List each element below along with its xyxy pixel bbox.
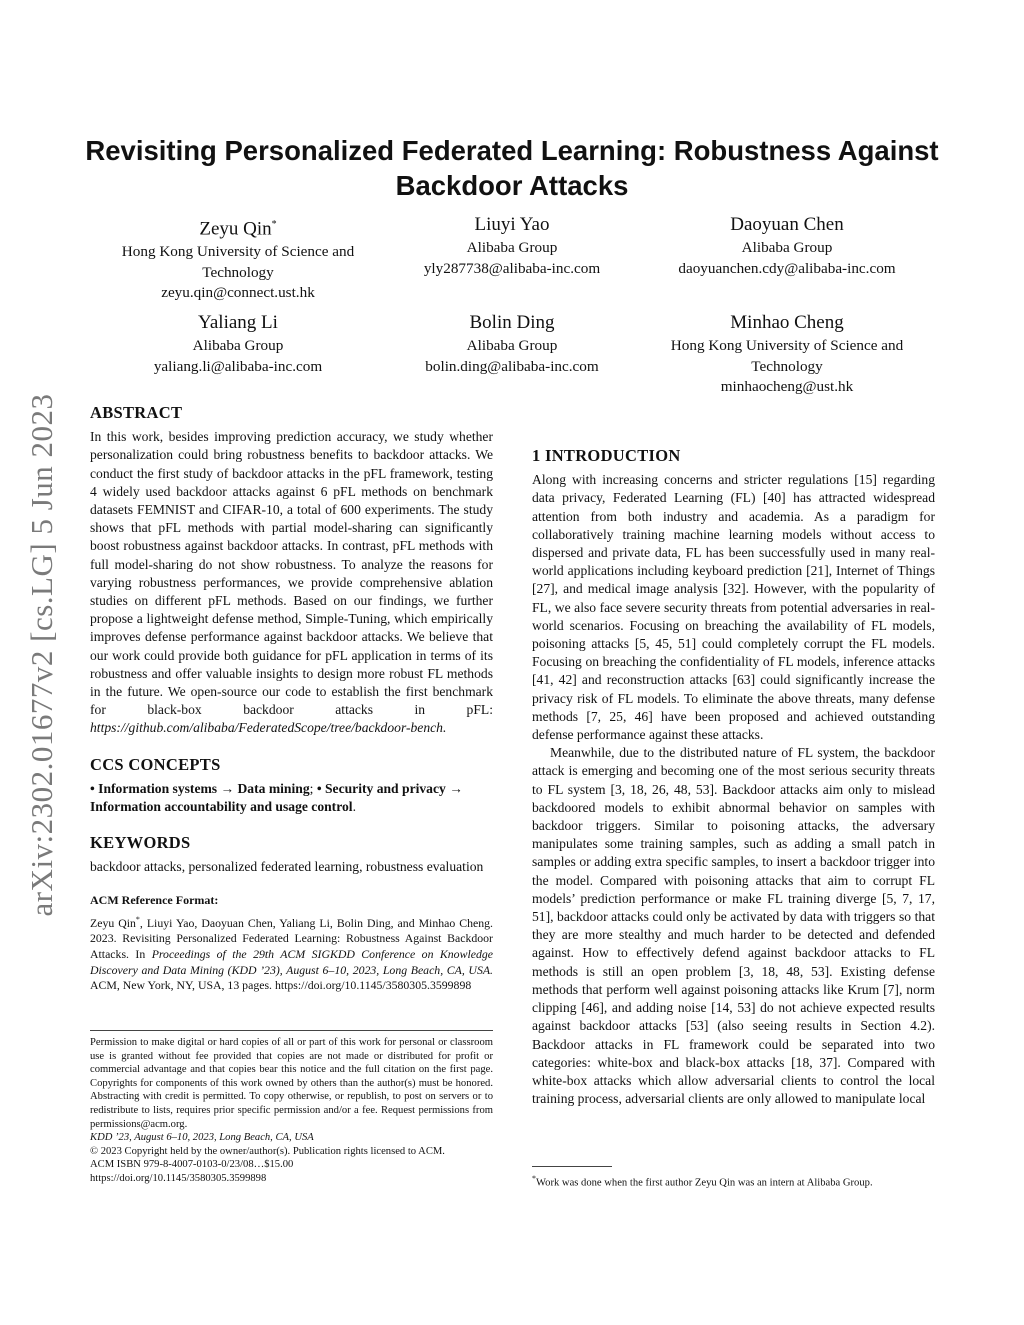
- author-block: [93, 212, 383, 304]
- author-email: minhaocheng@ust.hk: [720, 378, 854, 395]
- footnote-divider: [532, 1166, 612, 1167]
- author-name: Liuyi Yao: [474, 214, 550, 235]
- intro-paragraph: Along with increasing concerns and stricter regulations [15] regarding data privacy, Federated Learning (FL) [40] has attracted widespread attention from both industry and academia. As a paradigm for collaboratively training machine learning models without access to dispersed and private data, FL has been successfully used in many real-world applications including keyboard prediction [21], Internet of Things [27], and medical image analysis [32]. However, with the popularity of FL, we also face severe security threats from potential adversaries in real-world scenarios. Focusing on breaching the availability of FL models, poisoning attacks [5, 45, 51] could completely corrupt the FL models. Focusing on breaching the confidentiality of FL models, inference attacks [41, 42] and reconstruction attacks [63] could significantly increase the privacy risk of FL models. To eliminate the above threats, many defense methods [7, 25, 46] have been proposed and achieved outstanding defense performance against these attacks.: [532, 472, 935, 743]
- copyright-line: © 2023 Copyright held by the owner/author(s). Publication rights licensed to ACM.: [90, 1145, 445, 1157]
- arxiv-stamp: arXiv:2302.01677v2 [cs.LG] 5 Jun 2023: [24, 393, 59, 917]
- author-affiliation: Alibaba Group: [466, 337, 558, 354]
- acm-reference-heading: ACM Reference Format:: [90, 892, 219, 907]
- author-affiliation: Hong Kong University of Science and Technology: [121, 243, 355, 281]
- author-affiliation: Alibaba Group: [741, 239, 833, 256]
- divider: [90, 1030, 493, 1031]
- author-block: [642, 212, 932, 279]
- author-affiliation: Alibaba Group: [466, 239, 558, 256]
- author-email: yly287738@alibaba-inc.com: [423, 259, 601, 277]
- code-link[interactable]: https://github.com/alibaba/FederatedScope/tree/backdoor-bench.: [90, 720, 447, 736]
- author-email: daoyuanchen.cdy@alibaba-inc.com: [678, 259, 896, 277]
- introduction-heading: 1 INTRODUCTION: [532, 446, 681, 465]
- keywords-text: backdoor attacks, personalized federated learning, robustness evaluation: [90, 859, 484, 875]
- author-block: [367, 212, 657, 279]
- author-email: bolin.ding@alibaba-inc.com: [425, 357, 599, 375]
- author-name: Zeyu Qin*: [199, 218, 277, 240]
- intro-paragraph: Meanwhile, due to the distributed nature of FL system, the backdoor attack is emerging and becoming one of the most serious security threats to FL system [3, 18, 26, 48, 53]. Backdoor attacks aim only to mislead backdoored models to exhibit abnormal behavior on samples with backdoor triggers. Similar to poisoning attacks, the adversary manipulates some training samples, such as adding a small patch in samples or adding extra specific samples, to insert a backdoor trigger into the model. Compared with poisoning attacks that aim to corrupt FL models’ prediction performance or make FL training diverge [5, 7, 17, 51], backdoor attacks could only be activated by data with triggers so that they are more stealthy and much harder to be detected and defended against. How to effectively defend against backdoor attacks to FL methods is still an open problem [3, 18, 48, 53]. Existing defense methods that perform well against poisoning attacks like Krum [7], norm clipping [46], and adding noise [14, 53] do not achieve expected results against backdoor attacks [53] (also seeing results in Section 4.2). Backdoor attacks in FL framework could be separated into two categories: white-box and black-box attacks [18, 37]. Compared with white-box attacks which allow adversarial clients to control the local training process, adversarial clients are only allowed to manipulate local: [532, 745, 935, 1107]
- ccs-concepts: • Information systems → Data mining; • Security and privacy → Information accountability and usage control.: [90, 780, 463, 815]
- conference-line: KDD ’23, August 6–10, 2023, Long Beach, CA, USA: [90, 1132, 314, 1144]
- keywords-heading: KEYWORDS: [90, 833, 191, 853]
- ccs-heading: CCS CONCEPTS: [90, 754, 221, 774]
- author-block: [642, 310, 932, 398]
- acm-reference-text: Zeyu Qin*, Liuyi Yao, Daoyuan Chen, Yaliang Li, Bolin Ding, and Minhao Cheng. 2023. Revisiting Personalized Federated Learning: Robustness Against Backdoor Attacks. In Proceedings of the 29th ACM SIGKDD Conference on Knowledge Discovery and Data Mining (KDD ’23), August 6–10, 2023, Long Beach, CA, USA. ACM, New York, NY, USA, 13 pages. https://doi.org/10.1145/3580305.3599898: [90, 914, 493, 993]
- author-name: Daoyuan Chen: [730, 214, 844, 235]
- left-column: [90, 404, 493, 994]
- acm-reference: [90, 891, 493, 994]
- abstract-heading: ABSTRACT: [90, 403, 183, 422]
- right-column: [532, 407, 935, 1108]
- footnote: *Work was done when the first author Zeyu Qin was an intern at Alibaba Group.: [532, 1174, 873, 1189]
- author-name: Minhao Cheng: [730, 312, 844, 333]
- permission-block: [90, 1036, 493, 1186]
- paper-title: Revisiting Personalized Federated Learning: Robustness Against Backdoor Attacks: [85, 135, 939, 201]
- author-name: Bolin Ding: [469, 312, 555, 333]
- author-name: Yaliang Li: [198, 312, 278, 333]
- author-affiliation: Alibaba Group: [192, 337, 284, 354]
- author-affiliation: Hong Kong University of Science and Technology: [670, 337, 904, 375]
- isbn-line: ACM ISBN 979-8-4007-0103-0/23/08…$15.00: [90, 1159, 294, 1171]
- author-block: [93, 310, 383, 377]
- author-email: yaliang.li@alibaba-inc.com: [153, 357, 323, 375]
- permission-text: Permission to make digital or hard copies of all or part of this work for personal or classroom use is granted without fee provided that copies are not made or distributed for profit or commercial advantage and that copies bear this notice and the full citation on the first page. Copyrights for components of this work owned by others than the author(s) must be honored. Abstracting with credit is permitted. To copy otherwise, or republish, to post on servers or to redistribute to lists, requires prior specific permission and/or a fee. Request permissions from permissions@acm.org.: [90, 1037, 493, 1130]
- doi-line[interactable]: https://doi.org/10.1145/3580305.3599898: [90, 1172, 267, 1184]
- author-block: [367, 310, 657, 377]
- abstract-body: In this work, besides improving prediction accuracy, we study whether personalization could bring robustness benefits to backdoor attacks. We conduct the first study of backdoor attacks in the pFL framework, testing 4 widely used backdoor attacks against 6 pFL methods on benchmark datasets FEMNIST and CIFAR-10, a total of 600 experiments. The study shows that pFL methods with partial model-sharing can significantly boost robustness against backdoor attacks. In contrast, pFL methods with full model-sharing do not show robustness. To analyze the reasons for varying robustness performances, we provide comprehensive ablation studies on different pFL methods. Based on our findings, we further propose a lightweight defense method, Simple-Tuning, which empirically improves defense performance against backdoor attacks. We believe that our work could provide both guidance for pFL application in terms of its robustness and offer valuable insights to design more robust FL methods in the future. We open-source our code to establish the first benchmark for black-box backdoor attacks in pFL: https://github.com/alibaba/FederatedScope/tree/backdoor-bench.: [90, 429, 493, 736]
- author-email: zeyu.qin@connect.ust.hk: [161, 284, 315, 302]
